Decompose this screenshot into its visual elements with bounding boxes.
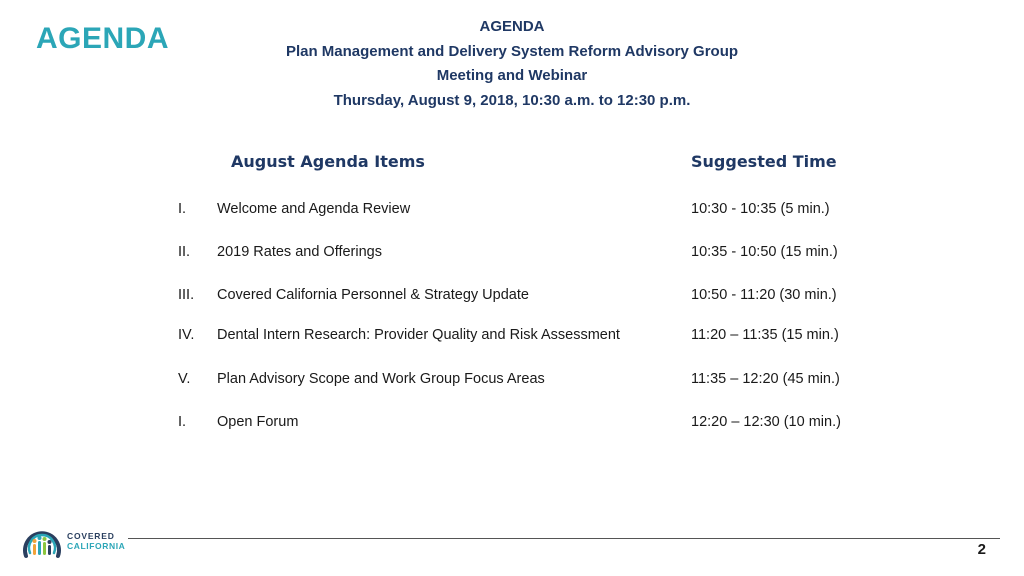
- agenda-item-time: 11:20 – 11:35 (15 min.): [691, 327, 839, 343]
- header-date-time: Thursday, August 9, 2018, 10:30 a.m. to 12:30 p.m.: [333, 91, 691, 109]
- agenda-row: [0, 287, 1024, 307]
- agenda-row: [0, 371, 1024, 391]
- logo-emblem-icon: [20, 520, 64, 564]
- agenda-row: [0, 327, 1024, 347]
- page-number: 2: [977, 541, 986, 558]
- agenda-item-number: I.: [178, 201, 187, 217]
- agenda-item-time: 10:30 - 10:35 (5 min.): [691, 201, 830, 217]
- agenda-row: [0, 414, 1024, 434]
- agenda-item-title: Plan Advisory Scope and Work Group Focus Areas: [217, 371, 545, 387]
- agenda-item-number: III.: [178, 287, 195, 303]
- agenda-item-number: I.: [178, 414, 187, 430]
- agenda-item-title: Open Forum: [217, 414, 299, 430]
- logo-wordmark: [67, 531, 125, 551]
- logo-line-covered: COVERED: [67, 531, 115, 541]
- column-header-items: August Agenda Items: [231, 152, 425, 171]
- agenda-item-number: II.: [178, 244, 191, 260]
- agenda-item-time: 10:35 - 10:50 (15 min.): [691, 244, 838, 260]
- agenda-row: [0, 201, 1024, 221]
- agenda-row: [0, 244, 1024, 264]
- side-title: AGENDA: [36, 22, 170, 55]
- agenda-item-time: 12:20 – 12:30 (10 min.): [691, 414, 841, 430]
- agenda-item-title: Dental Intern Research: Provider Quality and Risk Assessment: [217, 327, 620, 343]
- agenda-item-time: 11:35 – 12:20 (45 min.): [691, 371, 840, 387]
- agenda-item-title: Welcome and Agenda Review: [217, 201, 411, 217]
- agenda-item-number: V.: [178, 371, 191, 387]
- header-title: AGENDA: [479, 18, 545, 35]
- agenda-header: [230, 15, 794, 113]
- agenda-item-number: IV.: [178, 327, 195, 343]
- covered-california-logo: [20, 520, 130, 564]
- footer-divider: [128, 538, 1000, 539]
- logo-line-california: CALIFORNIA: [67, 541, 126, 551]
- agenda-item-title: Covered California Personnel & Strategy Update: [217, 287, 529, 303]
- header-group-name: Plan Management and Delivery System Reform Advisory Group: [285, 42, 739, 60]
- header-meeting-type: Meeting and Webinar: [436, 67, 588, 84]
- column-header-time: Suggested Time: [691, 152, 837, 171]
- agenda-item-time: 10:50 - 11:20 (30 min.): [691, 287, 837, 303]
- agenda-item-title: 2019 Rates and Offerings: [217, 244, 382, 260]
